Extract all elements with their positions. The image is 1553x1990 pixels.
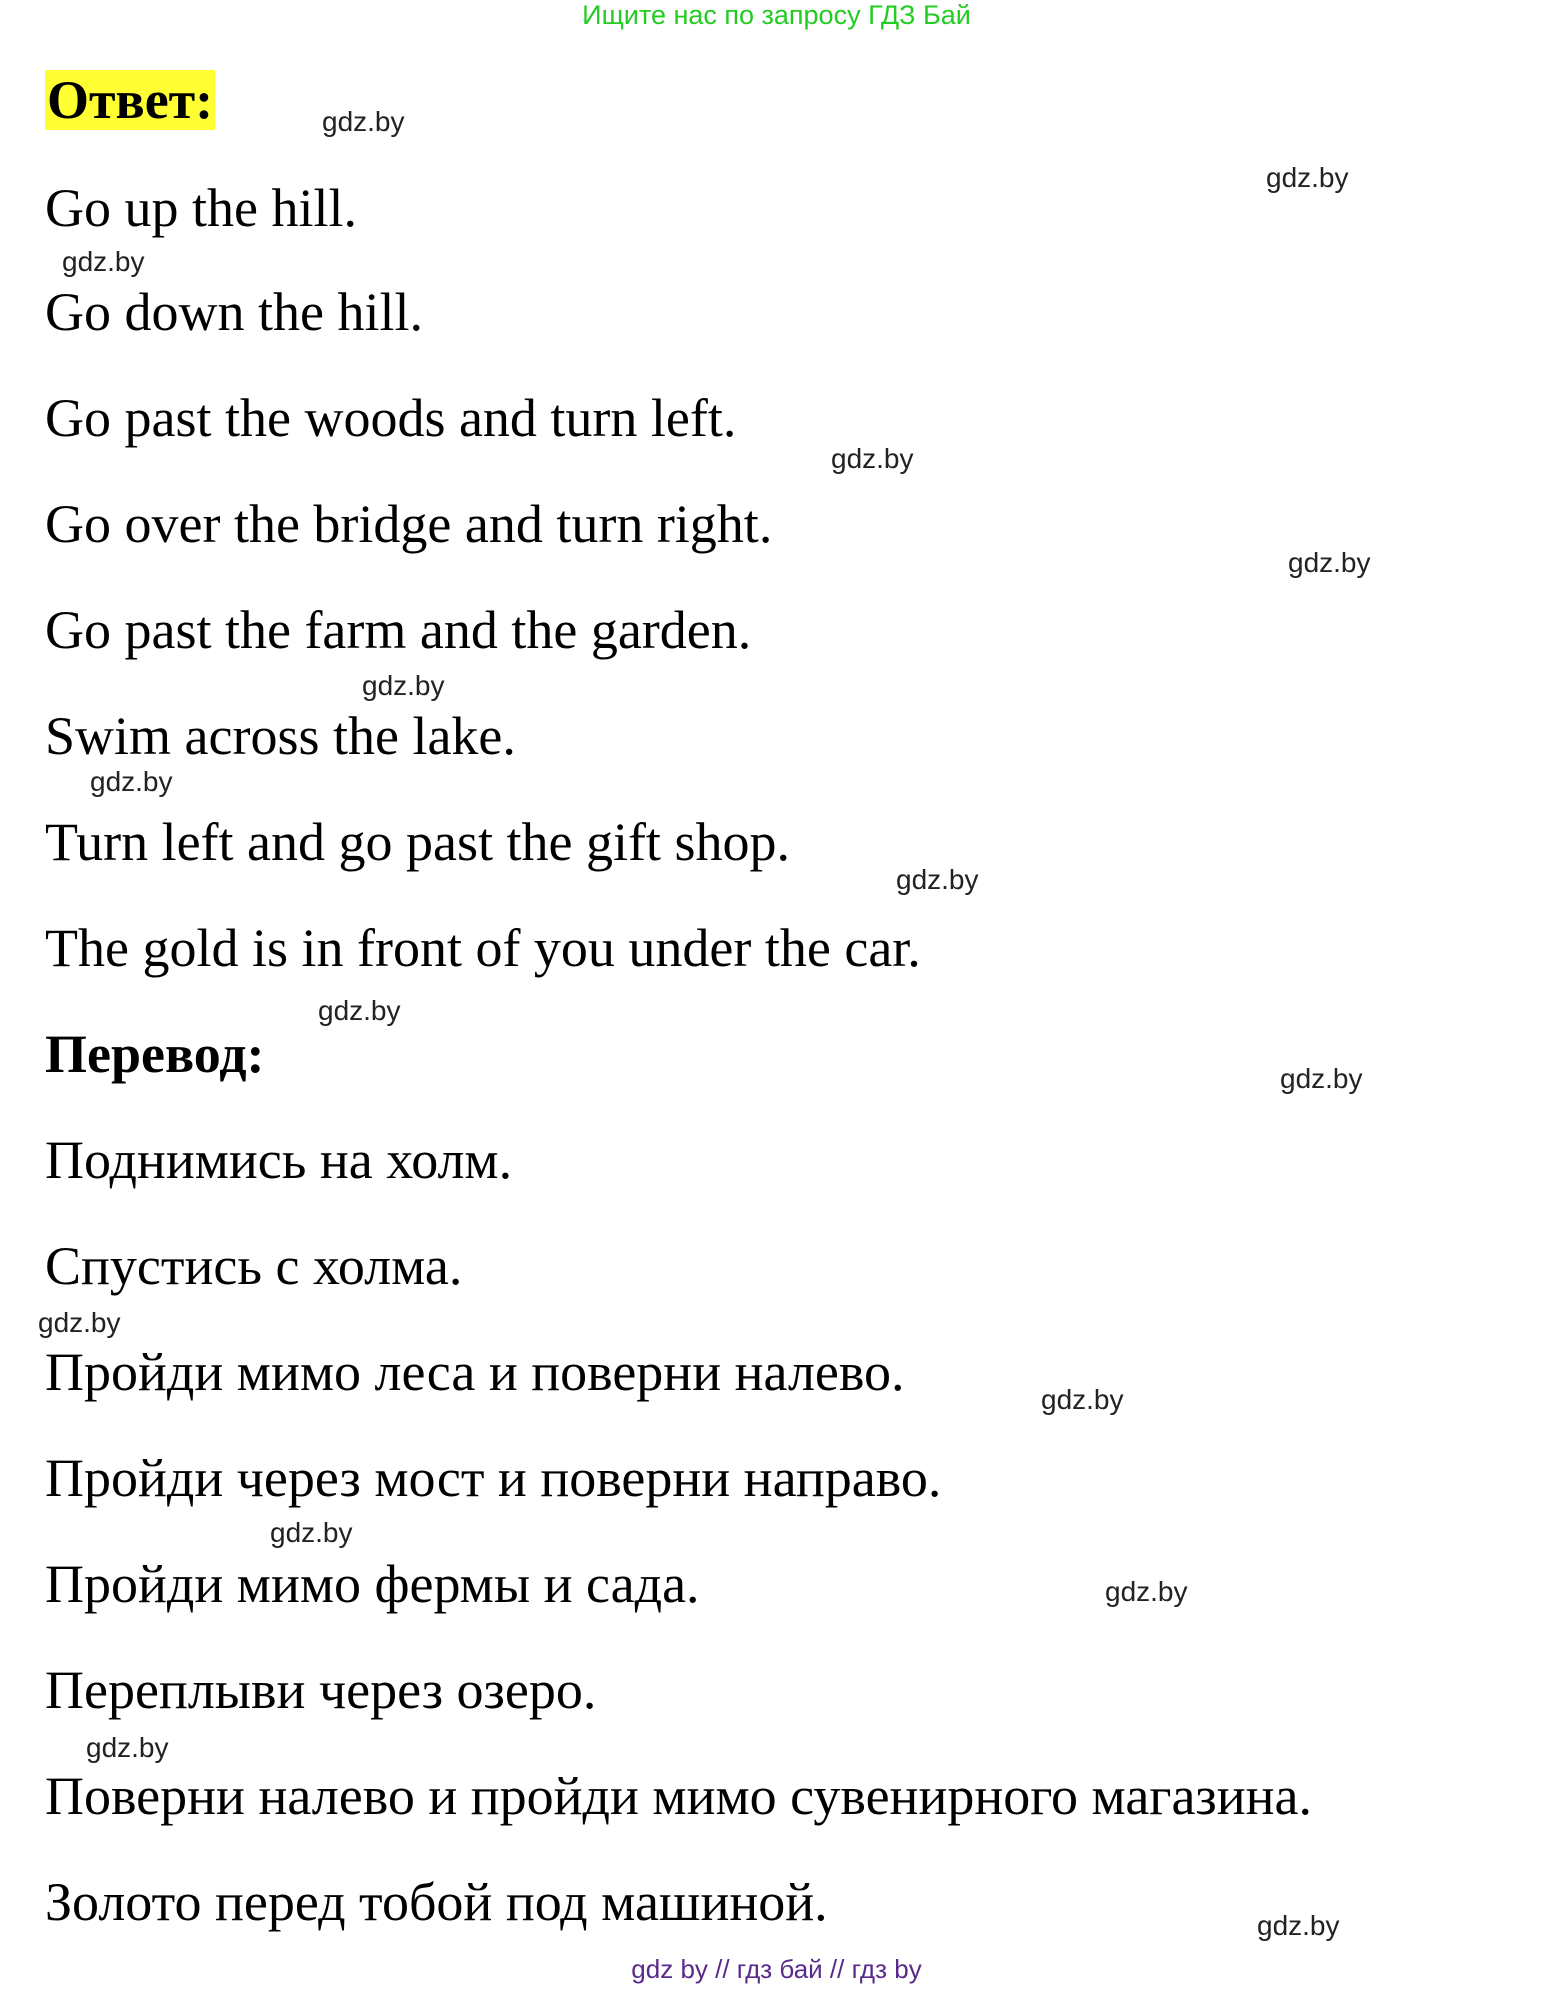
watermark: gdz.by	[362, 670, 445, 701]
watermark: gdz.by	[62, 246, 145, 277]
translation-heading: Перевод:	[45, 1024, 265, 1084]
translation-line: Пройди мимо фермы и сада.	[45, 1554, 700, 1614]
watermark: gdz.by	[322, 106, 405, 137]
translation-line: Спустись с холма.	[45, 1236, 463, 1296]
answer-heading: Ответ:	[47, 70, 214, 130]
watermark: gdz.by	[1280, 1063, 1363, 1094]
watermark: gdz.by	[270, 1517, 353, 1548]
answer-line: Swim across the lake.	[45, 706, 516, 766]
translation-line: Золото перед тобой под машиной.	[45, 1872, 828, 1932]
answer-line: Turn left and go past the gift shop.	[45, 812, 790, 872]
watermark: gdz.by	[1105, 1576, 1188, 1607]
answer-line: Go up the hill.	[45, 178, 357, 238]
watermark: gdz.by	[1041, 1384, 1124, 1415]
watermark: gdz.by	[38, 1307, 121, 1338]
answer-line: Go past the farm and the garden.	[45, 600, 752, 660]
watermark: gdz.by	[831, 443, 914, 474]
answer-line: Go over the bridge and turn right.	[45, 494, 773, 554]
watermark: gdz.by	[896, 864, 979, 895]
answer-line: The gold is in front of you under the car.	[45, 918, 921, 978]
watermark: gdz.by	[90, 766, 173, 797]
answer-line: Go down the hill.	[45, 282, 423, 342]
translation-line: Пройди мимо леса и поверни налево.	[45, 1342, 905, 1402]
watermark: gdz.by	[1266, 162, 1349, 193]
watermark: gdz.by	[1257, 1910, 1340, 1941]
answer-line: Go past the woods and turn left.	[45, 388, 737, 448]
footer-links: gdz by // гдз бай // гдз by	[631, 1954, 922, 1984]
watermark: gdz.by	[318, 995, 401, 1026]
translation-line: Поднимись на холм.	[45, 1130, 513, 1190]
top-banner: Ищите нас по запросу ГДЗ Бай	[582, 0, 971, 30]
translation-line: Пройди через мост и поверни направо.	[45, 1448, 942, 1508]
watermark: gdz.by	[1288, 547, 1371, 578]
translation-line: Переплыви через озеро.	[45, 1660, 597, 1720]
translation-line: Поверни налево и пройди мимо сувенирного магазина.	[45, 1766, 1313, 1826]
watermark: gdz.by	[86, 1732, 169, 1763]
